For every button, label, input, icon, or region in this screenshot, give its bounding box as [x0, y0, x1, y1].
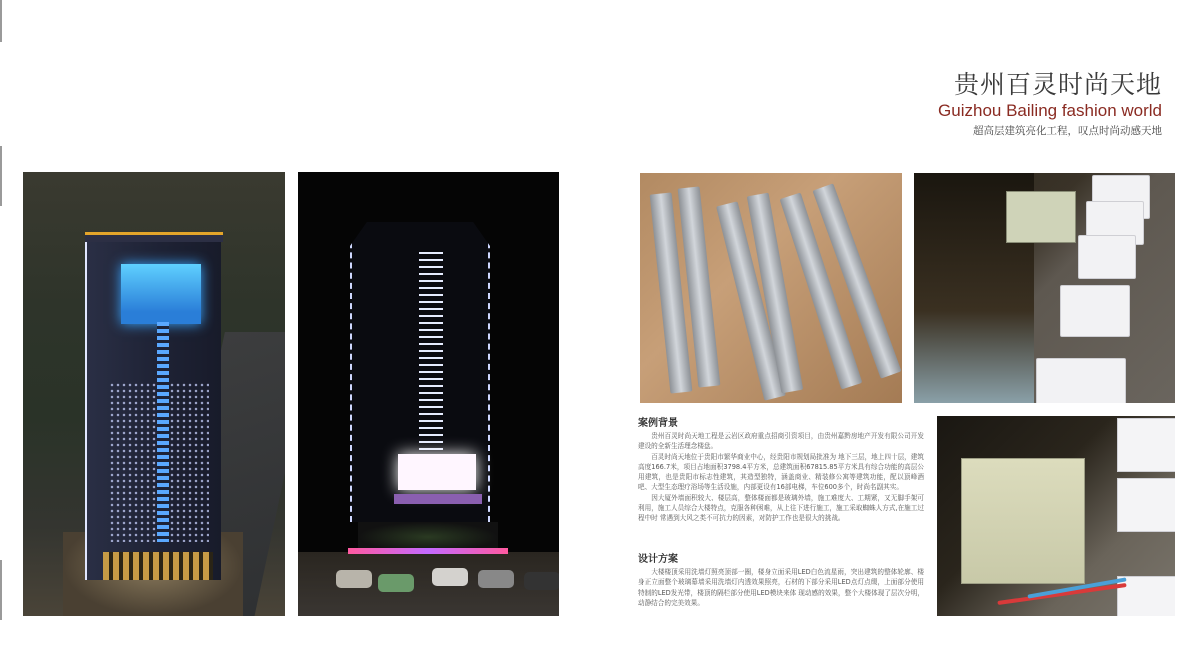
page-title-en: Guizhou Bailing fashion world [938, 101, 1162, 120]
title-block [938, 70, 1162, 139]
paragraph: 贵州百灵时尚天地工程是云岩区政府重点招商引资项目，由贵州嘉黔房地产开发有限公司开发建设的全新生活理念楼盘。 [638, 432, 924, 451]
photo-facade-modules [914, 173, 1175, 403]
photo-night-tower [298, 172, 559, 616]
crop-mark-top [0, 0, 2, 42]
page-title: 贵州百灵时尚天地 [953, 70, 1162, 99]
photo-controller-closeup [937, 416, 1175, 616]
crop-mark-bottom [0, 560, 2, 620]
section-background [638, 417, 924, 524]
photo-rendered-tower [23, 172, 285, 616]
page-subtitle: 超高层建筑亮化工程，叹点时尚动感天地 [973, 125, 1162, 137]
crop-mark-left [0, 146, 2, 206]
paragraph: 因大厦外墙面积较大、楼层高，整体楼面都是玻璃外墙，施工难度大、工期紧，又无脚手架可利用，施工人员综合大楼特点，克服各种困难，从上往下进行施工，施工采取蜘蛛人方式,在施工过程中时 常遇到大风之类不可抗力的因素，对防护工作也是很大的挑战。 [638, 493, 924, 523]
photo-fixture-boxes [640, 173, 902, 403]
section-heading: 设计方案 [638, 554, 678, 565]
paragraph: 百灵时尚天地位于贵阳市繁华商业中心，经贵阳市规划局批准为 地下三层，地上四十层，建筑高度166.7米，项目占地面积3798.4平方米，总建筑面积67815.85平方米具有综合功能的高层公用建筑，也是贵阳市标志性建筑，其造型独特，涵盖商业、精装修公寓等建筑功能，配以顶峰酒吧、大型生态理疗浴场等生活设施，内部更设有16部电梯，车位600多个，时尚名副其实。 [638, 452, 924, 492]
paragraph: 大楼楼顶采用洗墙灯照亮顶部一圈，楼身立面采用LED白色流星雨，突出建筑的整体轮廓、楼身正立面整个玻璃幕墙采用洗墙灯内透效果照亮，石材的下部分采用LED点灯点缀，上面部分使用特制的LED发光带，楼顶的隔栏部分使用LED模块来体 现动感的效果，整个大楼体现了层次分明，动静结合的完美效果。 [638, 568, 924, 607]
section-design-plan [638, 553, 924, 608]
section-heading: 案例背景 [638, 418, 678, 429]
